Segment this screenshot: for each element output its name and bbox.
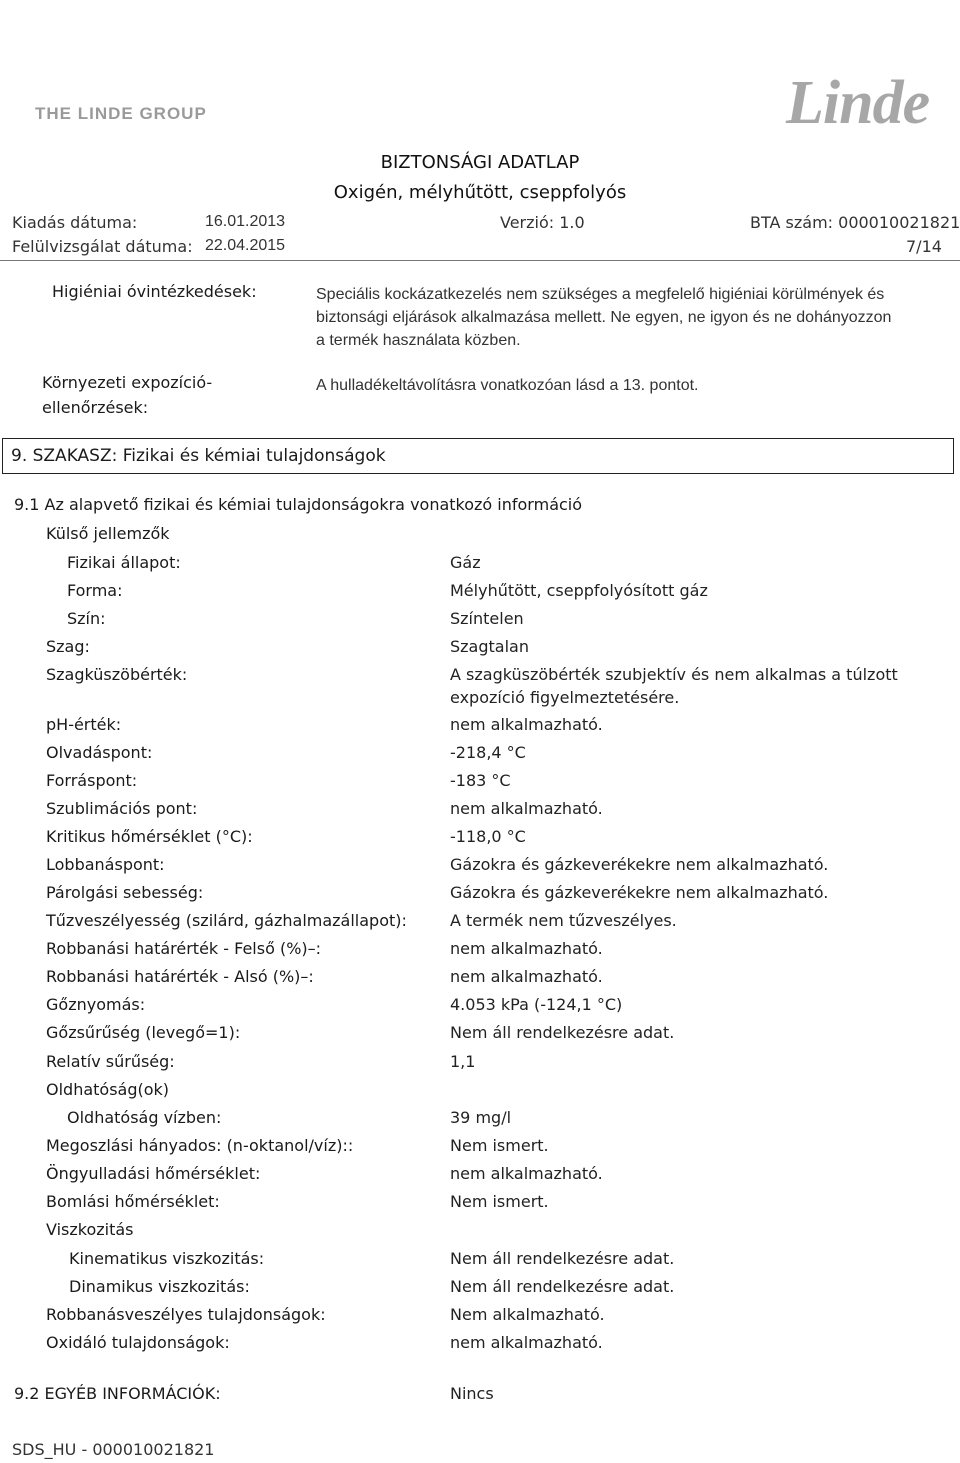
property-label: Lobbanáspont: [46, 855, 165, 874]
property-label: Robbanási határérték - Alsó (%)–: [46, 967, 314, 986]
issue-date: 16.01.2013 [205, 213, 286, 230]
review-date: 22.04.2015 [205, 237, 286, 254]
property-label: Gőznyomás: [46, 995, 146, 1014]
property-label: Olvadáspont: [46, 743, 153, 762]
property-value: Nem áll rendelkezésre adat. [450, 1249, 675, 1268]
property-value: -118,0 °C [450, 827, 526, 846]
property-label: Szagküszöbérték: [46, 665, 188, 684]
property-label: Bomlási hőmérséklet: [46, 1192, 220, 1211]
property-value: Nem áll rendelkezésre adat. [450, 1277, 675, 1296]
property-value: nem alkalmazható. [450, 1333, 603, 1352]
property-label: Öngyulladási hőmérséklet: [46, 1164, 261, 1183]
document-subtitle: Oxigén, mélyhűtött, cseppfolyós [333, 182, 627, 203]
bta-number: BTA szám: 000010021821 [750, 213, 960, 232]
env-exposure-value: A hulladékeltávolításra vonatkozóan lásd a 13. pontot. [316, 377, 699, 394]
hygiene-line: biztonsági eljárások alkalmazása mellett. Ne egyen, ne igyon és ne dohányozzon [316, 309, 892, 326]
property-label: Robbanásveszélyes tulajdonságok: [46, 1305, 326, 1324]
other-info-label: 9.2 EGYÉB INFORMÁCIÓK: [14, 1384, 221, 1403]
property-group-label: Viszkozitás [46, 1220, 134, 1239]
property-value: nem alkalmazható. [450, 967, 603, 986]
property-label: Oxidáló tulajdonságok: [46, 1333, 230, 1352]
other-info-value: Nincs [450, 1384, 494, 1403]
property-label: Szublimációs pont: [46, 799, 198, 818]
property-value: 39 mg/l [450, 1108, 512, 1127]
external-features-heading: Külső jellemzők [46, 524, 170, 543]
property-group-label: Oldhatóság(ok) [46, 1080, 170, 1099]
property-value: Gázokra és gázkeverékekre nem alkalmazható. [450, 855, 829, 874]
property-value: Nem alkalmazható. [450, 1305, 605, 1324]
property-label: Relatív sűrűség: [46, 1052, 175, 1071]
section-9-header [2, 438, 954, 474]
property-label: Kinematikus viszkozitás: [69, 1249, 265, 1268]
property-value: Szagtalan [450, 637, 529, 656]
hygiene-label: Higiéniai óvintézkedések: [52, 282, 257, 301]
property-value: Nem áll rendelkezésre adat. [450, 1023, 675, 1042]
page-number: 7/14 [906, 237, 942, 256]
section-9-title: 9. SZAKASZ: Fizikai és kémiai tulajdonságok [11, 446, 386, 466]
property-label: Forma: [67, 581, 123, 600]
property-value: Színtelen [450, 609, 524, 628]
issue-date-label: Kiadás dátuma: [12, 213, 138, 232]
property-value: -218,4 °C [450, 743, 526, 762]
property-value: nem alkalmazható. [450, 939, 603, 958]
document-title: BIZTONSÁGI ADATLAP [380, 152, 580, 173]
header-divider [0, 260, 960, 261]
property-value: nem alkalmazható. [450, 1164, 603, 1183]
property-label: Gőzsűrűség (levegő=1): [46, 1023, 241, 1042]
property-label: Kritikus hőmérséklet (°C): [46, 827, 253, 846]
property-label: Tűzveszélyesség (szilárd, gázhalmazállapot): [46, 911, 407, 930]
property-value: A termék nem tűzveszélyes. [450, 911, 677, 930]
property-label: pH-érték: [46, 715, 122, 734]
property-value-continued: expozíció figyelmeztetésére. [450, 688, 680, 707]
property-label: Forráspont: [46, 771, 138, 790]
review-date-label: Felülvizsgálat dátuma: [12, 237, 193, 256]
property-value: Nem ismert. [450, 1192, 549, 1211]
property-value: 1,1 [450, 1052, 476, 1071]
linde-group-logo: THE LINDE GROUP [35, 104, 207, 123]
hygiene-line: Speciális kockázatkezelés nem szükséges a megfelelő higiéniai körülmények és [316, 286, 885, 303]
property-value: Nem ismert. [450, 1136, 549, 1155]
hygiene-text [316, 283, 891, 352]
linde-logo: Linde [786, 69, 930, 137]
property-value: -183 °C [450, 771, 511, 790]
property-value: nem alkalmazható. [450, 799, 603, 818]
version: Verzió: 1.0 [500, 213, 585, 232]
property-value: Mélyhűtött, cseppfolyósított gáz [450, 581, 708, 600]
footer-code: SDS_HU - 000010021821 [12, 1440, 215, 1459]
property-label: Párolgási sebesség: [46, 883, 204, 902]
property-value: A szagküszöbérték szubjektív és nem alkalmas a túlzott [450, 665, 898, 684]
property-value: nem alkalmazható. [450, 715, 603, 734]
subsection-9-1-heading: 9.1 Az alapvető fizikai és kémiai tulajdonságokra vonatkozó információ [14, 495, 583, 514]
property-label: Oldhatóság vízben: [67, 1108, 222, 1127]
property-value: Gázokra és gázkeverékekre nem alkalmazható. [450, 883, 829, 902]
hygiene-line: a termék használata közben. [316, 332, 521, 349]
property-label: Fizikai állapot: [67, 553, 181, 572]
property-label: Megoszlási hányados: (n-oktanol/víz):: [46, 1136, 354, 1155]
env-exposure-label-line2: ellenőrzések: [42, 398, 149, 417]
property-label: Robbanási határérték - Felső (%)–: [46, 939, 322, 958]
property-value: Gáz [450, 553, 481, 572]
property-label: Szag: [46, 637, 90, 656]
env-exposure-label-line1: Környezeti expozíció- [42, 373, 213, 392]
property-label: Szín: [67, 609, 106, 628]
property-value: 4.053 kPa (-124,1 °C) [450, 995, 623, 1014]
property-label: Dinamikus viszkozitás: [69, 1277, 250, 1296]
